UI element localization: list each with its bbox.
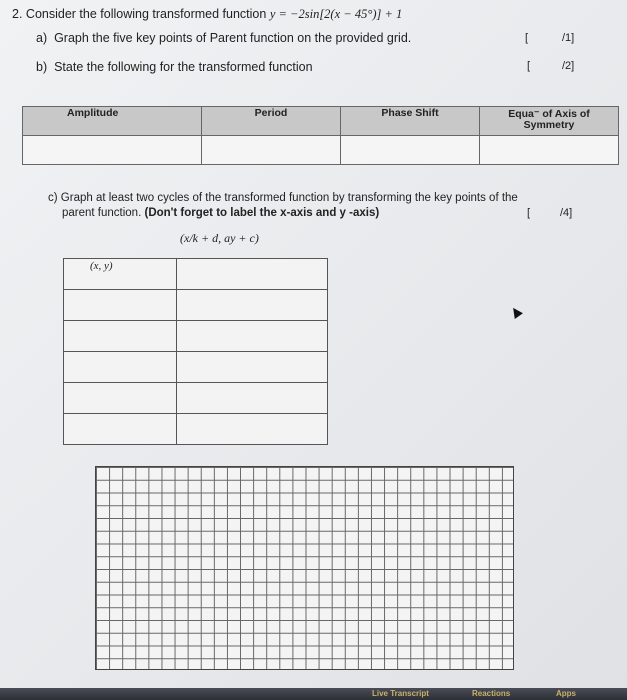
points-cell[interactable] xyxy=(64,321,177,352)
graph-grid[interactable] xyxy=(95,466,514,670)
header-period: Period xyxy=(202,107,341,136)
live-transcript-button[interactable]: Live Transcript xyxy=(372,689,429,698)
points-cell[interactable] xyxy=(177,321,328,352)
points-cell[interactable] xyxy=(177,383,328,414)
part-c-line1 xyxy=(48,192,518,204)
part-c-text-2: parent function. xyxy=(62,207,142,219)
answer-axis-of-symmetry[interactable] xyxy=(480,136,619,165)
answer-amplitude[interactable] xyxy=(23,136,202,165)
part-a-bracket: [ xyxy=(525,32,529,44)
answer-period[interactable] xyxy=(202,136,341,165)
points-row xyxy=(64,383,328,414)
reactions-button[interactable]: Reactions xyxy=(472,689,511,698)
summary-answer-row xyxy=(23,136,619,165)
part-b-label: b) xyxy=(36,60,48,74)
mapping-rule: (x/k + d, ay + c) xyxy=(180,231,259,245)
points-header: (x, y) xyxy=(64,259,177,290)
part-c-marks: /4] xyxy=(560,207,573,219)
question-heading xyxy=(12,7,402,22)
part-a-marks: /1] xyxy=(562,32,575,44)
part-a-label: a) xyxy=(36,31,48,45)
question-intro: Consider the following transformed function xyxy=(25,7,267,21)
points-row xyxy=(64,352,328,383)
points-row xyxy=(64,321,328,352)
part-b-text: State the following for the transformed function xyxy=(54,60,313,74)
points-cell[interactable] xyxy=(177,414,328,445)
answer-phase-shift[interactable] xyxy=(341,136,480,165)
part-c-label: c) xyxy=(48,192,58,204)
part-b-marks: /2] xyxy=(562,60,575,72)
part-a xyxy=(36,31,411,45)
points-row xyxy=(64,290,328,321)
points-cell[interactable] xyxy=(64,352,177,383)
points-cell[interactable] xyxy=(177,352,328,383)
points-cell[interactable] xyxy=(177,290,328,321)
summary-table xyxy=(22,106,619,165)
mouse-cursor-icon xyxy=(509,305,523,319)
header-amplitude: Amplitude xyxy=(23,107,202,136)
summary-header-row xyxy=(23,107,619,136)
apps-button[interactable]: Apps xyxy=(556,689,576,698)
function-expression: y = −2sin[2(x − 45°)] + 1 xyxy=(269,7,403,21)
bottom-toolbar xyxy=(0,688,627,700)
header-axis-of-symmetry: Equa⁻ of Axis of Symmetry xyxy=(480,107,619,136)
header-phase-shift: Phase Shift xyxy=(341,107,480,136)
part-b-bracket: [ xyxy=(527,60,531,72)
part-a-text: Graph the five key points of Parent function on the provided grid. xyxy=(54,31,412,45)
part-c-text-1: Graph at least two cycles of the transformed function by transforming the key points of the xyxy=(60,192,518,204)
part-c-line2 xyxy=(62,207,379,219)
part-c-bracket: [ xyxy=(527,207,531,219)
points-cell[interactable] xyxy=(64,290,177,321)
part-c-emphasis: (Don't forget to label the x-axis and y -axis) xyxy=(144,207,380,219)
question-number: 2. xyxy=(12,7,23,21)
points-row xyxy=(64,259,328,290)
part-b xyxy=(36,60,313,74)
points-table xyxy=(63,258,328,445)
points-cell[interactable] xyxy=(64,414,177,445)
points-row xyxy=(64,414,328,445)
points-cell[interactable] xyxy=(177,259,328,290)
points-cell[interactable] xyxy=(64,383,177,414)
